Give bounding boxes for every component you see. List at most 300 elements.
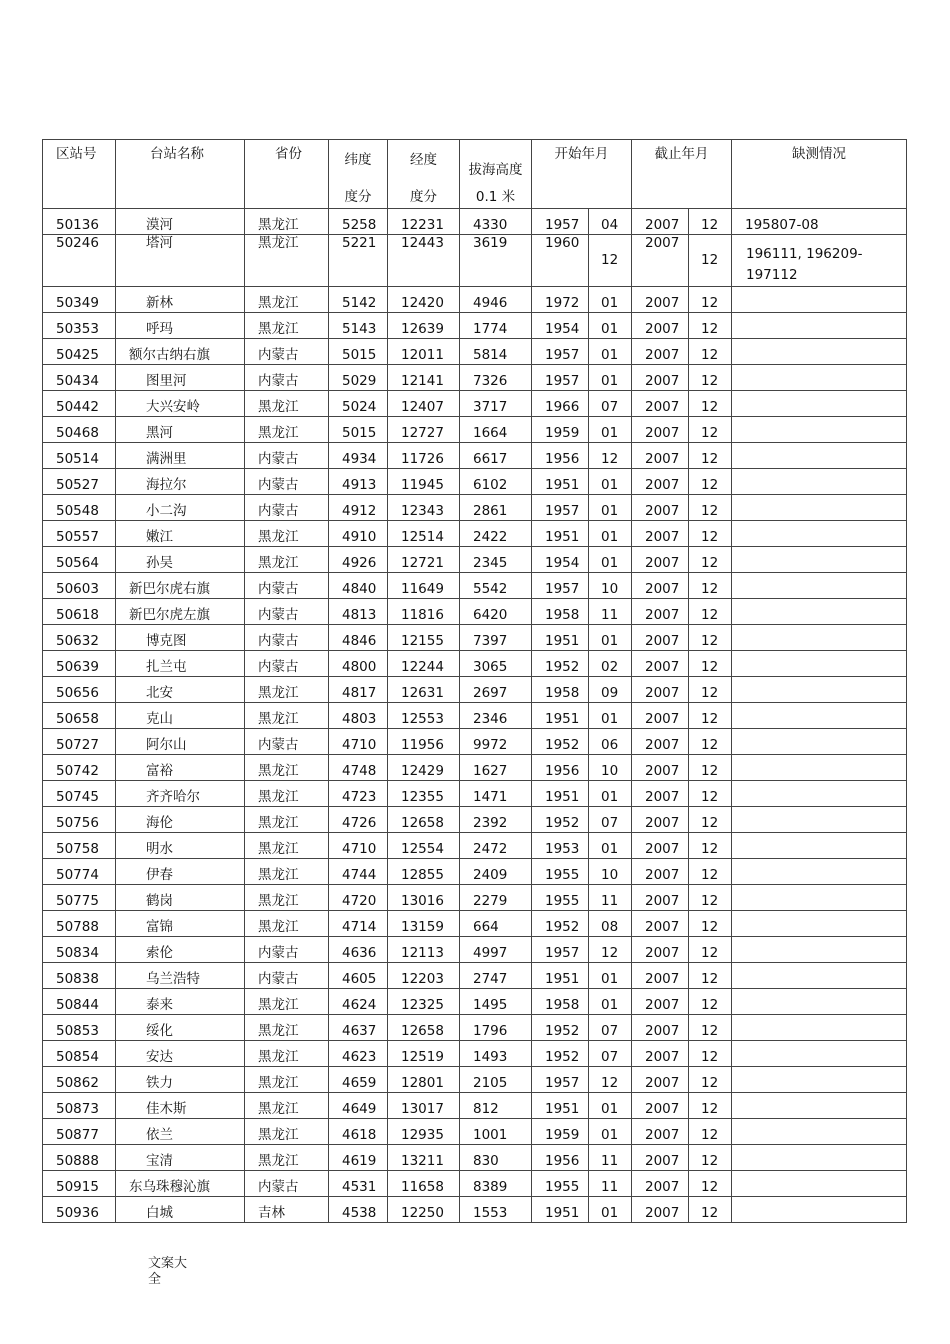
table-row [43,573,907,599]
cell-name: 克山 [116,703,245,729]
cell-lat: 5015 [329,339,388,365]
cell-alt: 3717 [460,391,532,417]
cell-em: 12 [689,495,732,521]
cell-sm: 01 [589,703,632,729]
cell-lon: 12727 [388,417,460,443]
cell-lon: 12721 [388,547,460,573]
cell-lat: 4846 [329,625,388,651]
cell-alt: 1796 [460,1015,532,1041]
cell-lon: 12855 [388,859,460,885]
cell-lon: 12325 [388,989,460,1015]
cell-miss: 196111, 196209-197112 [732,235,907,287]
cell-miss [732,1119,907,1145]
cell-name: 北安 [116,677,245,703]
cell-alt: 1495 [460,989,532,1015]
cell-sy: 1951 [532,703,589,729]
cell-lat: 5143 [329,313,388,339]
cell-em: 12 [689,1171,732,1197]
cell-alt: 1664 [460,417,532,443]
cell-sm: 11 [589,885,632,911]
table-row [43,677,907,703]
cell-sy: 1955 [532,859,589,885]
cell-alt: 2105 [460,1067,532,1093]
cell-sm: 12 [589,235,632,287]
cell-ey: 2007 [632,521,689,547]
cell-em: 12 [689,1145,732,1171]
cell-lat: 4912 [329,495,388,521]
cell-id: 50915 [43,1171,116,1197]
cell-em: 12 [689,521,732,547]
table-row [43,1093,907,1119]
cell-id: 50639 [43,651,116,677]
cell-name: 海拉尔 [116,469,245,495]
cell-sy: 1952 [532,1041,589,1067]
cell-ey: 2007 [632,469,689,495]
cell-alt: 6102 [460,469,532,495]
cell-sm: 01 [589,625,632,651]
cell-alt: 3619 [460,235,532,287]
cell-sm: 12 [589,937,632,963]
cell-lon: 11726 [388,443,460,469]
cell-em: 12 [689,573,732,599]
cell-prov: 内蒙古 [245,469,329,495]
cell-em: 12 [689,859,732,885]
cell-sm: 11 [589,599,632,625]
cell-alt: 2747 [460,963,532,989]
cell-name: 博克图 [116,625,245,651]
cell-miss [732,989,907,1015]
table-row [43,287,907,313]
table-row [43,599,907,625]
cell-em: 12 [689,833,732,859]
cell-lon: 12250 [388,1197,460,1223]
cell-alt: 9972 [460,729,532,755]
cell-miss [732,937,907,963]
cell-lon: 12011 [388,339,460,365]
cell-name: 塔河 [116,235,245,287]
table-row [43,209,907,235]
cell-id: 50564 [43,547,116,573]
cell-ey: 2007 [632,911,689,937]
cell-sm: 01 [589,339,632,365]
table-row [43,1067,907,1093]
cell-lat: 4910 [329,521,388,547]
table-row [43,755,907,781]
cell-sm: 01 [589,547,632,573]
cell-lon: 12244 [388,651,460,677]
cell-prov: 内蒙古 [245,625,329,651]
cell-sm: 01 [589,365,632,391]
cell-id: 50603 [43,573,116,599]
cell-name: 佳木斯 [116,1093,245,1119]
cell-lat: 4803 [329,703,388,729]
cell-lon: 12203 [388,963,460,989]
cell-ey: 2007 [632,937,689,963]
cell-alt: 1774 [460,313,532,339]
cell-miss [732,469,907,495]
cell-sy: 1952 [532,651,589,677]
cell-em: 12 [689,885,732,911]
cell-sm: 04 [589,209,632,235]
cell-sy: 1951 [532,963,589,989]
cell-id: 50834 [43,937,116,963]
cell-lat: 4926 [329,547,388,573]
cell-sm: 01 [589,469,632,495]
cell-alt: 4330 [460,209,532,235]
cell-name: 新林 [116,287,245,313]
cell-miss [732,365,907,391]
table-row [43,833,907,859]
cell-lat: 4723 [329,781,388,807]
cell-alt: 2861 [460,495,532,521]
cell-sy: 1952 [532,807,589,833]
cell-prov: 内蒙古 [245,365,329,391]
cell-sm: 07 [589,391,632,417]
cell-em: 12 [689,365,732,391]
cell-miss: 195807-08 [732,209,907,235]
cell-name: 额尔古纳右旗 [116,339,245,365]
header-station-name: 台站名称 [116,140,245,209]
cell-alt: 812 [460,1093,532,1119]
cell-sy: 1951 [532,521,589,547]
cell-ey: 2007 [632,677,689,703]
cell-lon: 12801 [388,1067,460,1093]
cell-prov: 黑龙江 [245,807,329,833]
cell-alt: 1471 [460,781,532,807]
cell-ey: 2007 [632,807,689,833]
cell-sy: 1951 [532,781,589,807]
cell-alt: 2697 [460,677,532,703]
cell-id: 50745 [43,781,116,807]
cell-id: 50756 [43,807,116,833]
cell-prov: 内蒙古 [245,599,329,625]
cell-id: 50862 [43,1067,116,1093]
cell-sy: 1957 [532,1067,589,1093]
cell-em: 12 [689,677,732,703]
cell-id: 50877 [43,1119,116,1145]
cell-name: 阿尔山 [116,729,245,755]
cell-id: 50888 [43,1145,116,1171]
cell-id: 50425 [43,339,116,365]
cell-lon: 12355 [388,781,460,807]
cell-id: 50774 [43,859,116,885]
cell-lon: 12407 [388,391,460,417]
cell-lat: 4710 [329,833,388,859]
cell-lon: 11649 [388,573,460,599]
cell-em: 12 [689,937,732,963]
cell-em: 12 [689,547,732,573]
cell-prov: 黑龙江 [245,1119,329,1145]
cell-id: 50349 [43,287,116,313]
cell-sy: 1972 [532,287,589,313]
header-latitude-label: 纬度 [344,152,372,168]
cell-sm: 01 [589,833,632,859]
header-latitude-unit: 度分 [344,189,372,206]
cell-prov: 黑龙江 [245,417,329,443]
cell-lat: 4714 [329,911,388,937]
cell-prov: 黑龙江 [245,989,329,1015]
header-altitude-unit: 0.1 米 [475,189,516,206]
cell-lon: 12429 [388,755,460,781]
cell-sm: 06 [589,729,632,755]
cell-sy: 1952 [532,911,589,937]
cell-lat: 4538 [329,1197,388,1223]
cell-lon: 12141 [388,365,460,391]
cell-em: 12 [689,651,732,677]
cell-sy: 1951 [532,469,589,495]
cell-lat: 4619 [329,1145,388,1171]
cell-prov: 黑龙江 [245,703,329,729]
cell-ey: 2007 [632,1093,689,1119]
cell-id: 50468 [43,417,116,443]
cell-sy: 1955 [532,885,589,911]
header-longitude-label: 经度 [410,152,437,168]
cell-prov: 黑龙江 [245,547,329,573]
header-province: 省份 [245,140,329,209]
table-row [43,781,907,807]
cell-ey: 2007 [632,365,689,391]
cell-id: 50727 [43,729,116,755]
table-row [43,989,907,1015]
cell-prov: 黑龙江 [245,1145,329,1171]
cell-id: 50136 [43,209,116,235]
cell-ey: 2007 [632,651,689,677]
cell-ey: 2007 [632,1067,689,1093]
table-row [43,391,907,417]
cell-ey: 2007 [632,885,689,911]
cell-prov: 内蒙古 [245,651,329,677]
cell-prov: 黑龙江 [245,209,329,235]
table-row [43,495,907,521]
cell-name: 绥化 [116,1015,245,1041]
cell-lat: 4913 [329,469,388,495]
cell-em: 12 [689,1119,732,1145]
cell-id: 50514 [43,443,116,469]
cell-name: 东乌珠穆沁旗 [116,1171,245,1197]
cell-lon: 12343 [388,495,460,521]
cell-id: 50527 [43,469,116,495]
header-altitude [460,140,532,209]
cell-sm: 10 [589,755,632,781]
cell-prov: 黑龙江 [245,755,329,781]
cell-sm: 01 [589,417,632,443]
cell-sm: 09 [589,677,632,703]
cell-em: 12 [689,209,732,235]
cell-ey: 2007 [632,573,689,599]
cell-em: 12 [689,1197,732,1223]
cell-id: 50844 [43,989,116,1015]
cell-id: 50854 [43,1041,116,1067]
cell-sy: 1957 [532,573,589,599]
cell-lon: 12631 [388,677,460,703]
cell-prov: 黑龙江 [245,235,329,287]
cell-miss [732,1067,907,1093]
cell-em: 12 [689,703,732,729]
header-start: 开始年月 [532,140,632,209]
cell-name: 明水 [116,833,245,859]
table-row [43,521,907,547]
cell-name: 索伦 [116,937,245,963]
cell-prov: 内蒙古 [245,1171,329,1197]
cell-sy: 1952 [532,729,589,755]
cell-name: 富锦 [116,911,245,937]
cell-lon: 12514 [388,521,460,547]
cell-alt: 664 [460,911,532,937]
cell-id: 50853 [43,1015,116,1041]
cell-em: 12 [689,781,732,807]
table-row [43,339,907,365]
cell-name: 漠河 [116,209,245,235]
cell-ey: 2007 [632,339,689,365]
cell-lat: 4748 [329,755,388,781]
cell-lat: 4813 [329,599,388,625]
table-row [43,625,907,651]
table-row [43,937,907,963]
table-row [43,417,907,443]
cell-alt: 2279 [460,885,532,911]
cell-lat: 4623 [329,1041,388,1067]
cell-name: 图里河 [116,365,245,391]
cell-alt: 2409 [460,859,532,885]
cell-lat: 4618 [329,1119,388,1145]
cell-ey: 2007 [632,1171,689,1197]
cell-lon: 12155 [388,625,460,651]
cell-ey: 2007 [632,287,689,313]
cell-ey: 2007 [632,1145,689,1171]
cell-ey: 2007 [632,1197,689,1223]
table-row [43,1041,907,1067]
cell-lon: 13211 [388,1145,460,1171]
header-longitude [388,140,460,209]
cell-alt: 3065 [460,651,532,677]
cell-lat: 4840 [329,573,388,599]
table-row [43,1015,907,1041]
cell-ey: 2007 [632,729,689,755]
cell-id: 50775 [43,885,116,911]
cell-name: 大兴安岭 [116,391,245,417]
header-missing: 缺测情况 [732,140,907,209]
cell-prov: 黑龙江 [245,1041,329,1067]
cell-lon: 13017 [388,1093,460,1119]
header-row [43,140,907,209]
cell-miss [732,599,907,625]
cell-name: 铁力 [116,1067,245,1093]
cell-name: 嫩江 [116,521,245,547]
cell-lat: 4934 [329,443,388,469]
cell-sy: 1952 [532,1015,589,1041]
footer-text: 文案大全 [148,1256,188,1287]
cell-sm: 01 [589,963,632,989]
cell-sy: 1958 [532,599,589,625]
cell-em: 12 [689,313,732,339]
cell-miss [732,1015,907,1041]
cell-miss [732,885,907,911]
cell-ey: 2007 [632,1119,689,1145]
cell-alt: 6617 [460,443,532,469]
cell-sm: 01 [589,495,632,521]
cell-prov: 黑龙江 [245,1015,329,1041]
cell-em: 12 [689,1041,732,1067]
cell-miss [732,729,907,755]
cell-miss [732,755,907,781]
cell-lat: 5024 [329,391,388,417]
cell-lon: 12935 [388,1119,460,1145]
cell-ey: 2007 [632,443,689,469]
cell-sm: 07 [589,807,632,833]
cell-sm: 01 [589,1093,632,1119]
cell-prov: 黑龙江 [245,1067,329,1093]
cell-sy: 1957 [532,495,589,521]
cell-name: 宝清 [116,1145,245,1171]
cell-lat: 4817 [329,677,388,703]
cell-ey: 2007 [632,391,689,417]
cell-em: 12 [689,235,732,287]
cell-lon: 13159 [388,911,460,937]
cell-name: 小二沟 [116,495,245,521]
cell-sm: 01 [589,1197,632,1223]
header-longitude-unit: 度分 [410,189,437,206]
cell-em: 12 [689,729,732,755]
cell-miss [732,573,907,599]
cell-alt: 4946 [460,287,532,313]
cell-alt: 2422 [460,521,532,547]
cell-lat: 4605 [329,963,388,989]
cell-ey: 2007 [632,1015,689,1041]
cell-sm: 11 [589,1145,632,1171]
cell-miss [732,313,907,339]
cell-miss [732,625,907,651]
cell-miss [732,495,907,521]
table-row [43,703,907,729]
cell-alt: 6420 [460,599,532,625]
header-end: 截止年月 [632,140,732,209]
cell-lon: 12420 [388,287,460,313]
cell-sm: 07 [589,1015,632,1041]
cell-sy: 1957 [532,209,589,235]
cell-ey: 2007 [632,989,689,1015]
cell-miss [732,521,907,547]
cell-lon: 11816 [388,599,460,625]
cell-alt: 2472 [460,833,532,859]
table-row [43,443,907,469]
table-row [43,651,907,677]
cell-prov: 黑龙江 [245,833,329,859]
cell-miss [732,417,907,443]
cell-id: 50656 [43,677,116,703]
cell-miss [732,677,907,703]
cell-name: 富裕 [116,755,245,781]
cell-alt: 1627 [460,755,532,781]
cell-name: 新巴尔虎左旗 [116,599,245,625]
station-table [42,139,907,1223]
cell-lon: 11956 [388,729,460,755]
cell-ey: 2007 [632,833,689,859]
cell-alt: 7397 [460,625,532,651]
cell-lon: 11945 [388,469,460,495]
cell-em: 12 [689,625,732,651]
table-row [43,729,907,755]
cell-alt: 830 [460,1145,532,1171]
cell-lat: 5258 [329,209,388,235]
cell-miss [732,1197,907,1223]
cell-lon: 12231 [388,209,460,235]
cell-name: 新巴尔虎右旗 [116,573,245,599]
cell-sy: 1953 [532,833,589,859]
cell-ey: 2007 [632,495,689,521]
cell-miss [732,703,907,729]
cell-id: 50873 [43,1093,116,1119]
cell-em: 12 [689,989,732,1015]
